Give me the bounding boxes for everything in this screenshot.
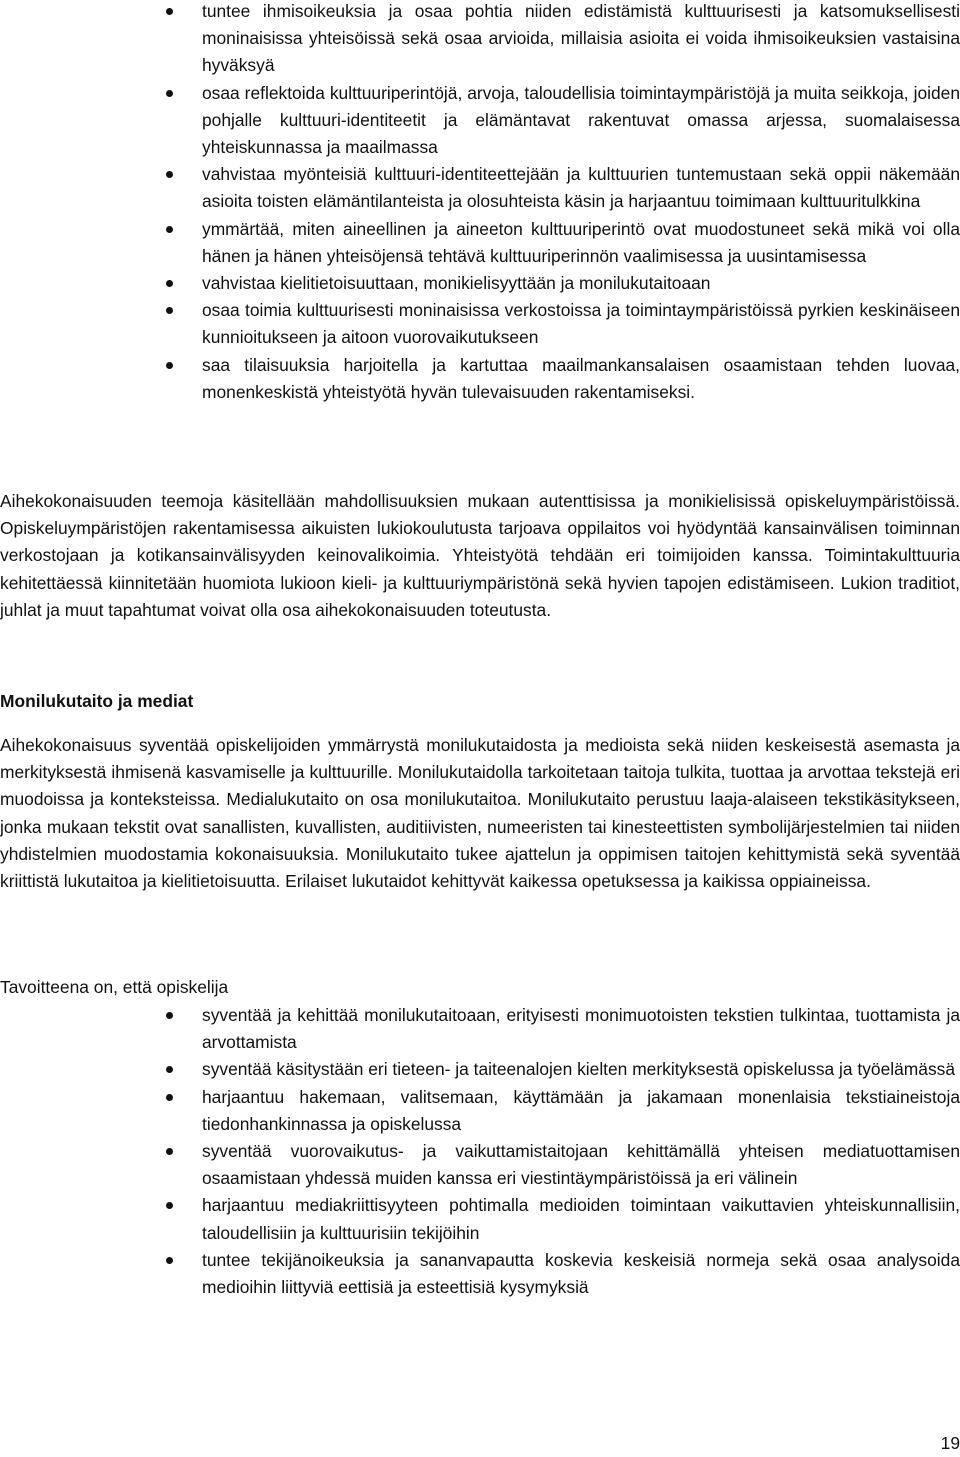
- list-item: saa tilaisuuksia harjoitella ja kartuttaa maailmankansalaisen osaamistaan tehden luovaa, monenkeskistä yhteistyötä hyvän tulevaisuuden rakentamiseksi.: [202, 352, 960, 406]
- list-item: tuntee tekijänoikeuksia ja sananvapautta koskevia keskeisiä normeja sekä osaa analysoida medioihin liittyviä eettisiä ja esteettisiä kysymyksiä: [202, 1247, 960, 1301]
- list-item: vahvistaa kielitietoisuuttaan, monikielisyyttään ja monilukutaitoaan: [202, 270, 960, 297]
- list-item: syventää ja kehittää monilukutaitoaan, erityisesti monimuotoisten tekstien tulkintaa, tuottamista ja arvottamista: [202, 1002, 960, 1056]
- paragraph-monilukutaito: Aihekokonaisuus syventää opiskelijoiden ymmärrystä monilukutaidosta ja medioista sekä niiden keskeisestä asemasta ja merkityksestä ihmisenä kasvamiselle ja kulttuurille. Monilukutaidolla tarkoitetaan taitoja tulkita, tuottaa ja arvottaa tekstejä eri muodoissa ja konteksteissa. Medialukutaito on osa monilukutaitoa. Monilukutaito perustuu laaja-alaiseen tekstikäsitykseen, jonka mukaan tekstit ovat sanallisten, kuvallisten, auditiivisten, numeeristen tai kinesteettisten symbolijärjestelmien tai niiden yhdistelmien muodostamia kokonaisuuksia. Monilukutaito tukee ajattelun ja oppimisen taitojen kehittymistä sekä syventää kriittistä lukutaitoa ja kielitietoisuutta. Erilaiset lukutaidot kehittyvät kaikessa opetuksessa ja kaikissa oppiaineissa.: [0, 735, 960, 892]
- list-item: syventää vuorovaikutus- ja vaikuttamistaitojaan kehittämällä yhteisen mediatuottamisen osaamistaan yhdessä muiden kanssa eri viestintäympäristöissä ja eri välinein: [202, 1138, 960, 1192]
- list-item: tuntee ihmisoikeuksia ja osaa pohtia niiden edistämistä kulttuurisesti ja katsomuksellisesti moninaisissa yhteisöissä sekä osaa arvioida, millaisia asioita ei voida ihmisoikeuksien vastaisina hyväksyä: [202, 0, 960, 80]
- top-bullet-list: [202, 0, 960, 406]
- page-number: 19: [940, 1433, 960, 1453]
- goal-bullet-list: [202, 1002, 960, 1301]
- goals-intro: Tavoitteena on, että opiskelija: [0, 977, 229, 997]
- list-item: osaa reflektoida kulttuuriperintöjä, arvoja, taloudellisia toimintaympäristöjä ja muita seikkoja, joiden pohjalle kulttuuri-identiteetit ja elämäntavat rakentuvat omassa arjessa, suomalaisessa yhteiskunnassa ja maailmassa: [202, 80, 960, 162]
- paragraph-teemat: Aihekokonaisuuden teemoja käsitellään mahdollisuuksien mukaan autenttisissa ja monikielisissä opiskeluympäristöissä. Opiskeluympäristöjen rakentamisessa aikuisten lukiokoulutusta tarjoava oppilaitos voi hyödyntää kansainvälisen toiminnan verkostojaan ja kotikansainvälisyyden keinovalikoimia. Yhteistyötä tehdään eri toimijoiden kanssa. Toimintakulttuuria kehitettäessä kiinnitetään huomiota lukioon kieli- ja kulttuuriympäristönä sekä hyvien tapojen edistämiseen. Lukion traditiot, juhlat ja muut tapahtumat voivat olla osa aihekokonaisuuden toteutusta.: [0, 491, 960, 620]
- list-item: osaa toimia kulttuurisesti moninaisissa verkostoissa ja toimintaympäristöissä pyrkien keskinäiseen kunnioitukseen ja aitoon vuorovaikutukseen: [202, 297, 960, 351]
- list-item: harjaantuu hakemaan, valitsemaan, käyttämään ja jakamaan monenlaisia tekstiaineistoja tiedonhankinnassa ja opiskelussa: [202, 1084, 960, 1138]
- section-heading: Monilukutaito ja mediat: [0, 691, 194, 711]
- list-item: syventää käsitystään eri tieteen- ja taiteenalojen kielten merkityksestä opiskelussa ja työelämässä: [202, 1056, 960, 1083]
- list-item: ymmärtää, miten aineellinen ja aineeton kulttuuriperintö ovat muodostuneet sekä mikä voi olla hänen ja hänen yhteisöjensä tehtävä kulttuuriperinnön vaalimisessa ja uusintamisessa: [202, 216, 960, 270]
- list-item: vahvistaa myönteisiä kulttuuri-identiteettejään ja kulttuurien tuntemustaan sekä oppii näkemään asioita toisten elämäntilanteista ja olosuhteista käsin ja harjaantuu toimimaan kulttuuritulkkina: [202, 161, 960, 215]
- list-item: harjaantuu mediakriittisyyteen pohtimalla medioiden toimintaan vaikuttavien yhteiskunnallisiin, taloudellisiin ja kulttuurisiin tekijöihin: [202, 1192, 960, 1246]
